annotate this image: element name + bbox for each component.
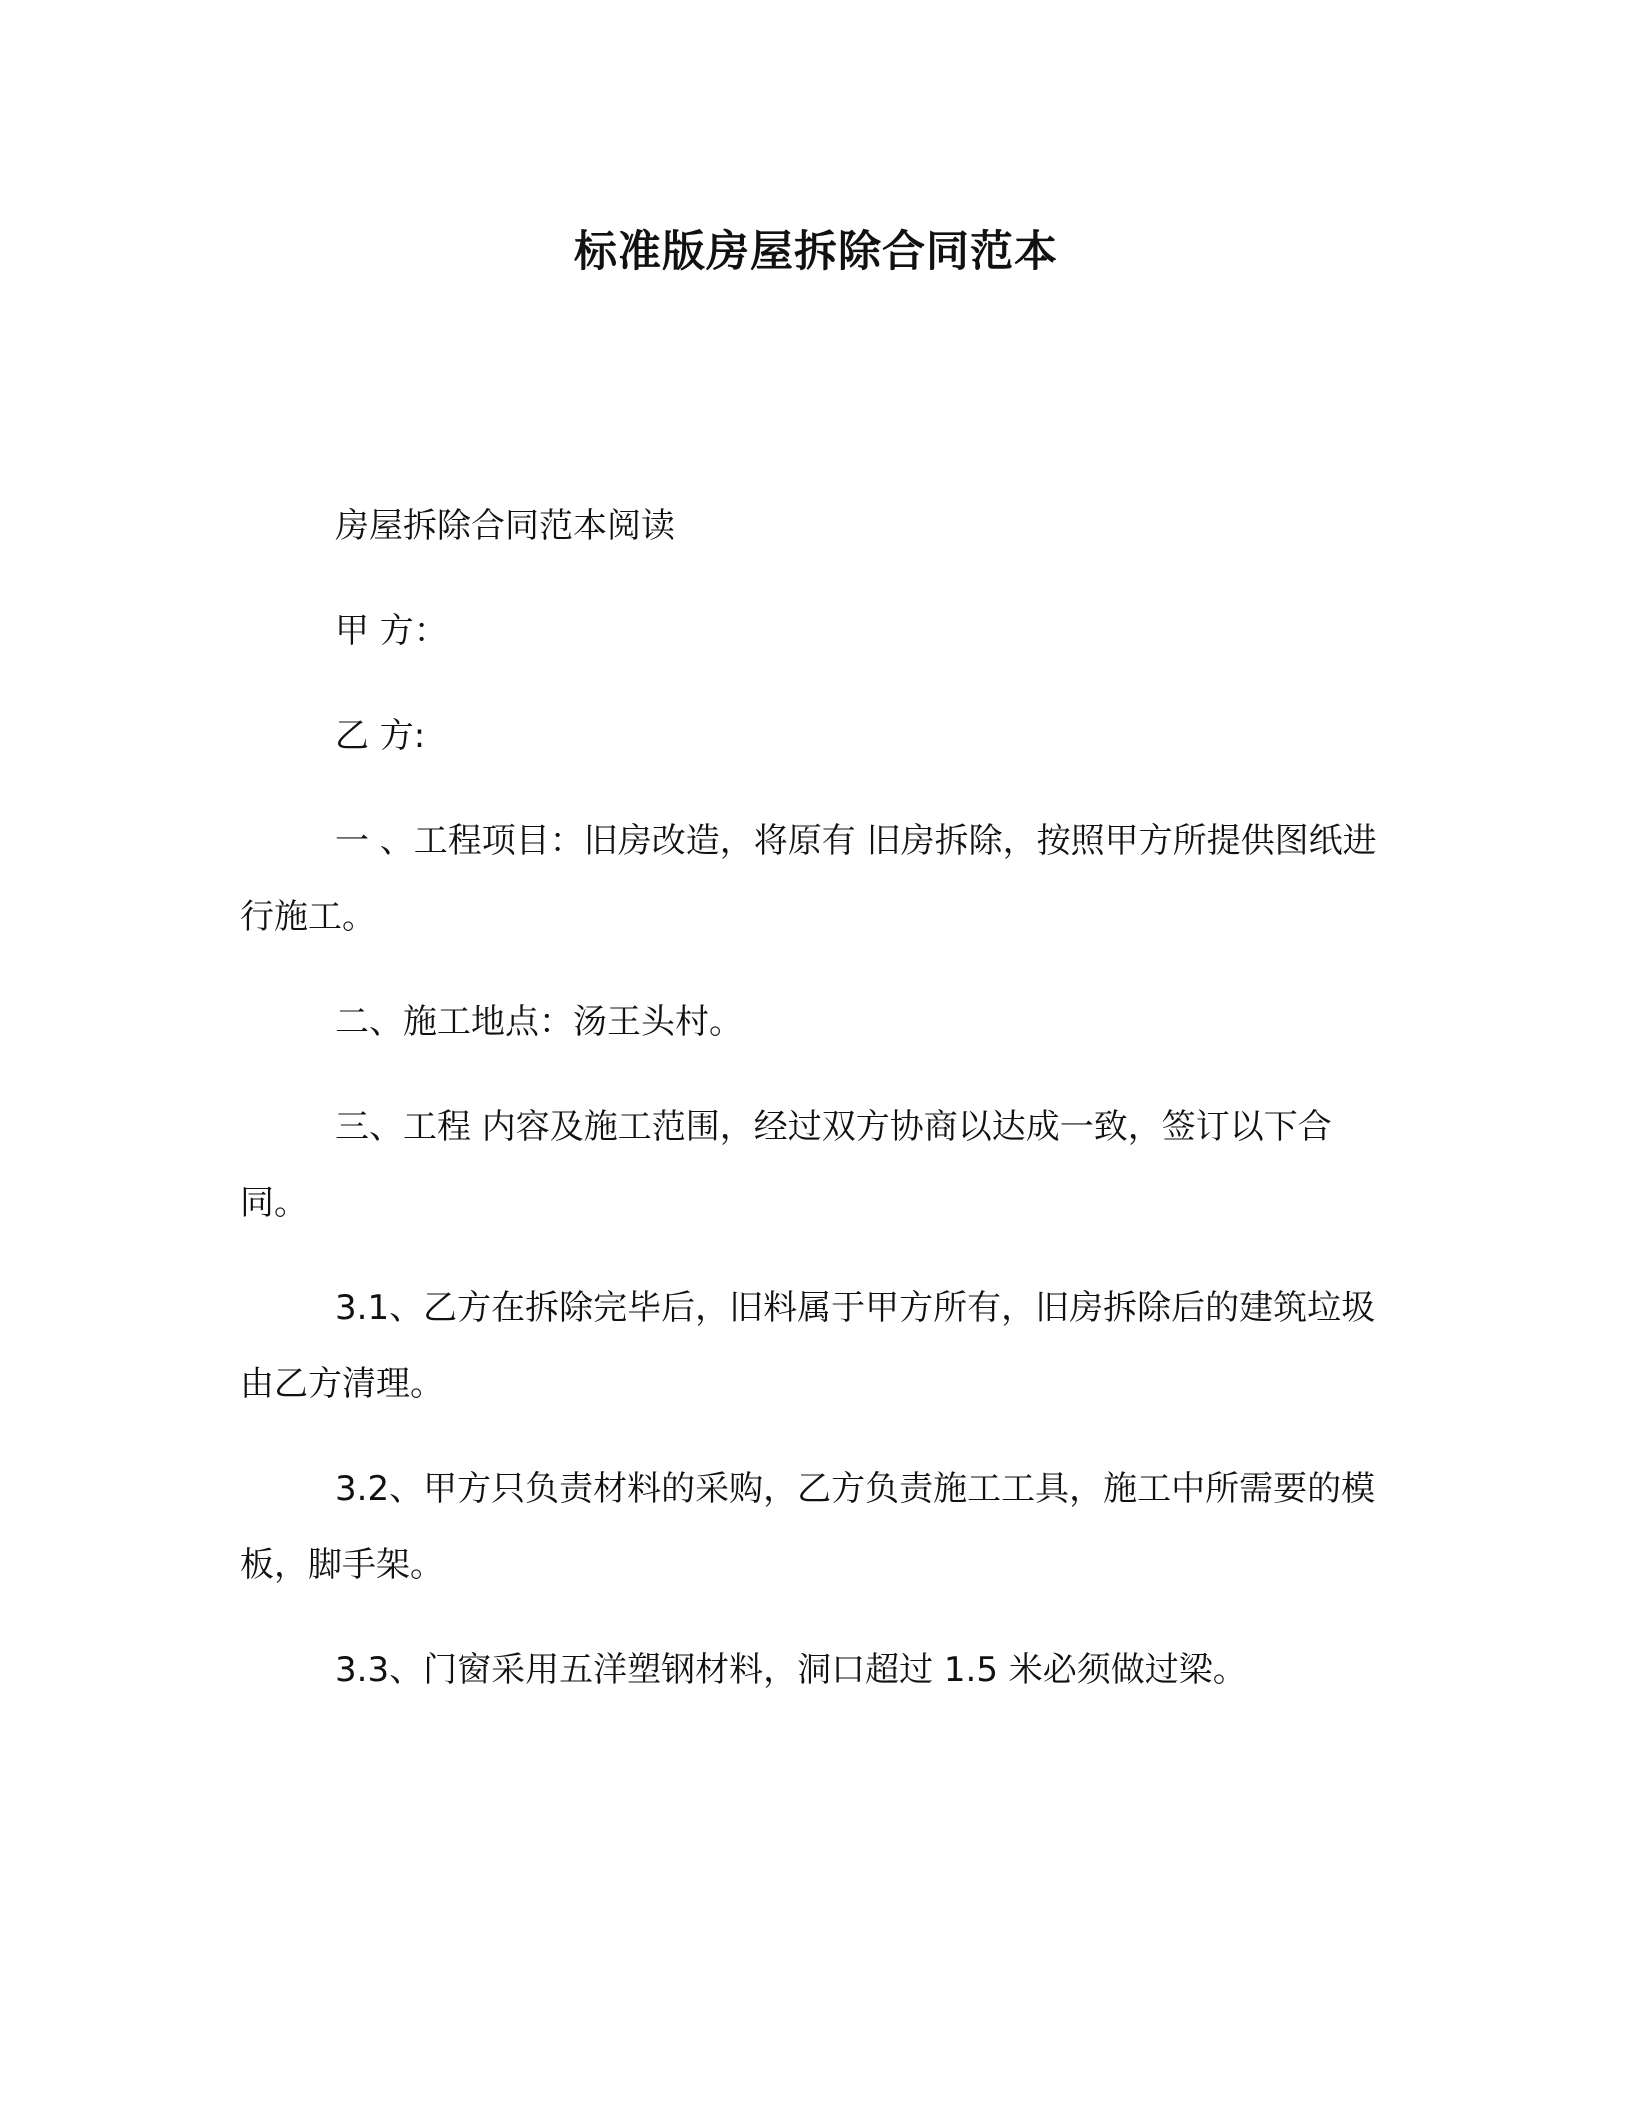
paragraph-clause-3: 三、工程 内容及施工范围，经过双方协商以达成一致，签订以下合同。 <box>240 1107 1332 1223</box>
paragraph-party-a: 甲 方： <box>335 611 448 651</box>
paragraph-clause-3-1: 3.1、乙方在拆除完毕后，旧料属于甲方所有，旧房拆除后的建筑垃圾由乙方清理。 <box>240 1288 1376 1404</box>
paragraph-clause-3-2: 3.2、甲方只负责材料的采购，乙方负责施工工具，施工中所需要的模板，脚手架。 <box>240 1469 1376 1585</box>
paragraph-clause-1: 一 、工程项目：旧房改造，将原有 旧房拆除，按照甲方所提供图纸进行施工。 <box>240 821 1377 937</box>
document-body <box>240 488 1380 1737</box>
paragraph-clause-2: 二、施工地点：汤王头村。 <box>335 1002 743 1042</box>
paragraph-clause-3-3: 3.3、门窗采用五洋塑钢材料，洞口超过 1.5 米必须做过梁。 <box>335 1650 1247 1690</box>
document-title: 标准版房屋拆除合同范本 <box>574 227 1058 277</box>
paragraph-party-b: 乙 方: <box>335 716 426 756</box>
paragraph-subtitle: 房屋拆除合同范本阅读 <box>335 506 675 546</box>
